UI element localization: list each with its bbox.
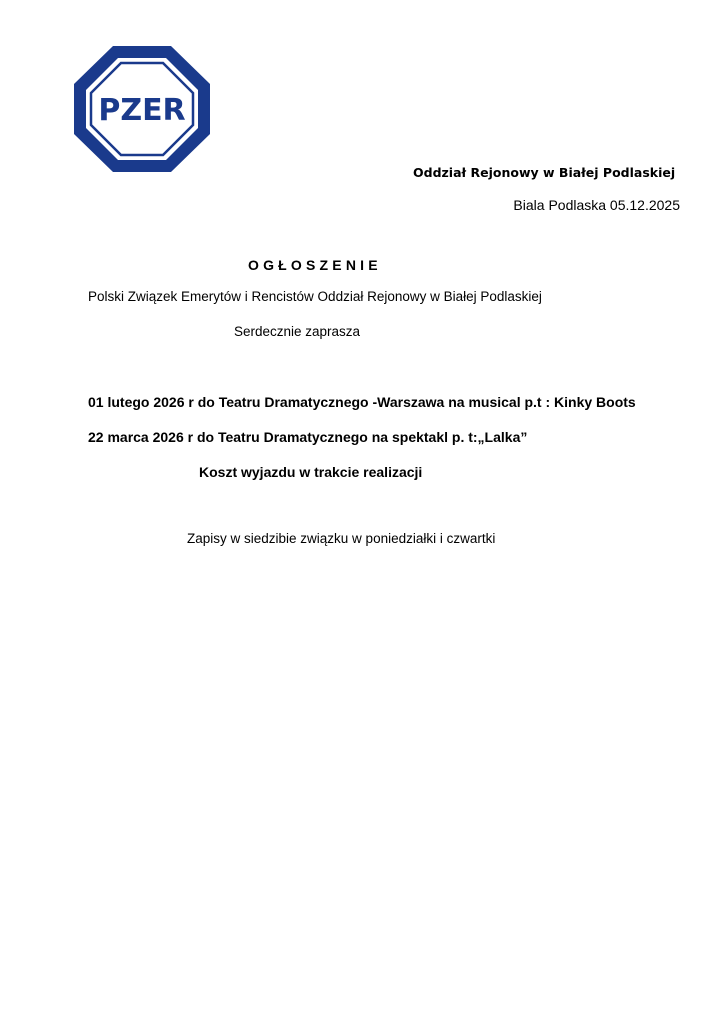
event-item: 01 lutego 2026 r do Teatru Dramatycznego -Warszawa na musical p.t : Kinky Boots bbox=[88, 394, 636, 410]
pzer-logo-octagon bbox=[72, 44, 212, 174]
branch-name: Oddział Rejonowy w Białej Podlaskiej bbox=[413, 165, 676, 180]
cost-note: Koszt wyjazdu w trakcie realizacji bbox=[199, 464, 423, 480]
intro-text: Polski Związek Emerytów i Rencistów Oddział Rejonowy w Białej Podlaskiej bbox=[88, 289, 542, 304]
signup-info: Zapisy w siedzibie związku w poniedziałki i czwartki bbox=[187, 531, 496, 546]
announcement-heading: OGŁOSZENIE bbox=[248, 257, 382, 273]
place-date: Biala Podlaska 05.12.2025 bbox=[513, 197, 680, 213]
logo-text: PZER bbox=[98, 93, 186, 128]
event-item: 22 marca 2026 r do Teatru Dramatycznego na spektakl p. t:„Lalka” bbox=[88, 429, 528, 445]
invitation-text: Serdecznie zaprasza bbox=[234, 324, 361, 339]
pzer-logo bbox=[72, 44, 212, 174]
